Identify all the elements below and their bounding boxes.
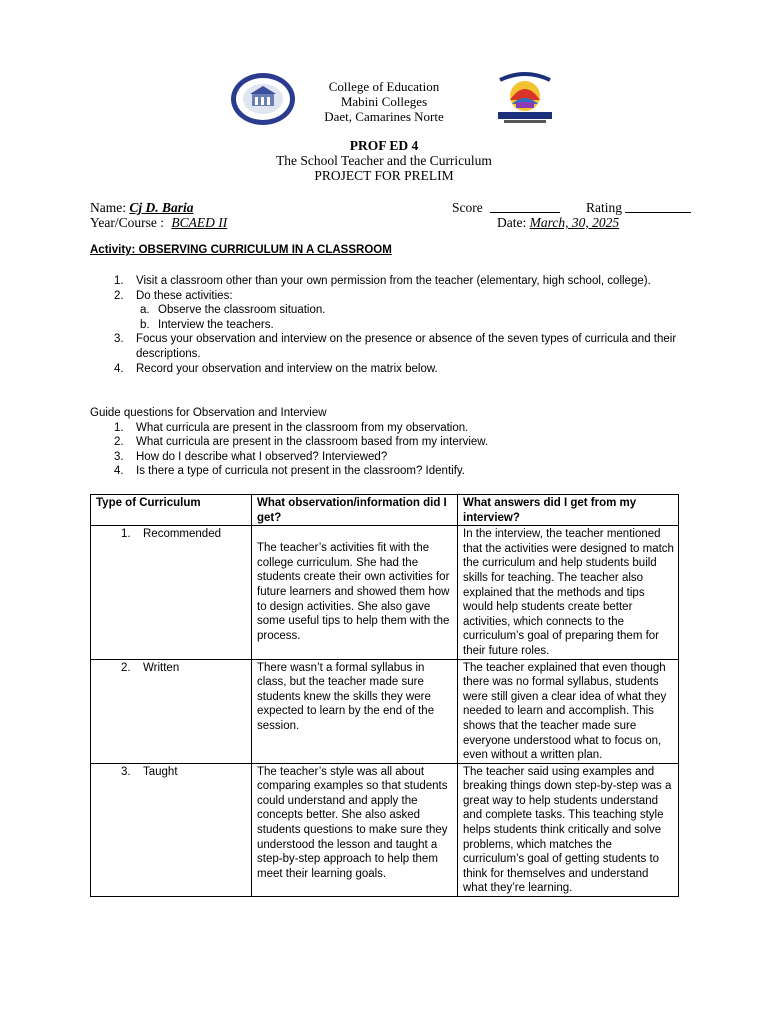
rating-label: Rating: [586, 200, 622, 215]
name-value: Cj D. Baria: [129, 200, 194, 215]
interview-cell: The teacher said using examples and breaking things down step-by-step was a great way to help students understand and complete tasks. This teaching style helps students think critically and solve problems, which matches the curriculum’s goal of getting students to think for themselves and understand what they’re learning.: [458, 763, 679, 896]
interview-cell: In the interview, the teacher mentioned that the activities were designed to match the curriculum and help students build skills for teaching. The teacher also explained that the methods and tips would help students create better activities, which connects to the curriculum’s goal of preparing them for their future roles.: [458, 526, 679, 659]
table-row: [91, 526, 679, 659]
guide-item: 1. What curricula are present in the classroom from my observation.: [114, 421, 469, 434]
date-label: Date:: [497, 215, 527, 230]
curriculum-type-cell: 3. Taught: [91, 763, 252, 896]
score-field: [452, 200, 560, 215]
college-name: College of Education: [328, 79, 440, 94]
table-row: [91, 763, 679, 896]
observation-cell: The teacher’s style was all about comparing examples so that students could understand and apply the concepts better. She also asked students questions to make sure they understood the lesson and taught a step-by-step approach to help them meet their learning goals.: [252, 763, 458, 896]
rating-field: [586, 200, 691, 215]
date-row: [497, 215, 619, 230]
header-interview: What answers did I get from my interview?: [458, 495, 679, 526]
table-row: [91, 659, 679, 763]
interview-cell: The teacher explained that even though there was no formal syllabus, students were still given a clear idea of what they needed to learn and accomplish. This shows that the teacher made sure everyone understood what to focus on, even without a written plan.: [458, 659, 679, 763]
curriculum-type-cell: 1. Recommended: [91, 526, 252, 659]
curriculum-matrix-table: [90, 494, 679, 897]
guide-item: 2. What curricula are present in the classroom based from my interview.: [114, 436, 489, 449]
course-code: PROF ED 4: [349, 138, 419, 153]
header-type-of-curriculum: Type of Curriculum: [91, 495, 252, 526]
guide-questions: [90, 406, 680, 479]
instruction-item: 4. Record your observation and interview on the matrix below.: [114, 362, 438, 375]
name-row: [90, 200, 194, 215]
rating-blank: [625, 204, 691, 213]
institution-header: [234, 79, 534, 124]
instruction-item: 1. Visit a classroom other than your own permission from the teacher (elementary, high school, college).: [114, 275, 651, 287]
curriculum-type-cell: 2. Written: [91, 659, 252, 763]
year-course-value: BCAED II: [171, 215, 228, 230]
instruction-item: 3. Focus your observation and interview on the presence or absence of the seven types of curricula and their descriptions.: [114, 333, 677, 360]
year-course-label: Year/Course :: [90, 215, 164, 230]
observation-cell: The teacher’s activities fit with the college curriculum. She had the students create their own activities for future learners and showed them how to design activities. She also gave some useful tips to help them with the process.: [252, 526, 458, 659]
course-title-block: [0, 138, 768, 183]
name-label: Name:: [90, 200, 126, 215]
header-observation: What observation/information did I get?: [252, 495, 458, 526]
year-course-row: [90, 215, 227, 230]
instruction-subitem: b. Interview the teachers.: [140, 318, 274, 331]
guide-item: 3. How do I describe what I observed? Interviewed?: [114, 450, 388, 463]
instructions-list: [90, 274, 680, 376]
school-name: Mabini Colleges: [340, 94, 428, 109]
course-title: The School Teacher and the Curriculum: [276, 153, 492, 168]
project-title: PROJECT FOR PRELIM: [314, 168, 454, 183]
instruction-item: 2. Do these activities:: [114, 289, 233, 302]
guide-item: 4. Is there a type of curricula not present in the classroom? Identify.: [114, 465, 465, 478]
observation-cell: There wasn’t a formal syllabus in class, but the teacher made sure students knew the skills they were expected to learn by the end of the session.: [252, 659, 458, 763]
score-label: Score: [452, 200, 483, 215]
college-of-education-logo: [492, 70, 558, 128]
instruction-subitem: a. Observe the classroom situation.: [140, 304, 326, 317]
school-location: Daet, Camarines Norte: [324, 109, 444, 124]
score-blank: [490, 204, 560, 213]
date-value: March, 30, 2025: [529, 215, 620, 230]
guide-heading: Guide questions for Observation and Interview: [90, 407, 327, 419]
activity-title: Activity: OBSERVING CURRICULUM IN A CLASSROOM: [90, 244, 392, 256]
table-header-row: [91, 495, 679, 526]
